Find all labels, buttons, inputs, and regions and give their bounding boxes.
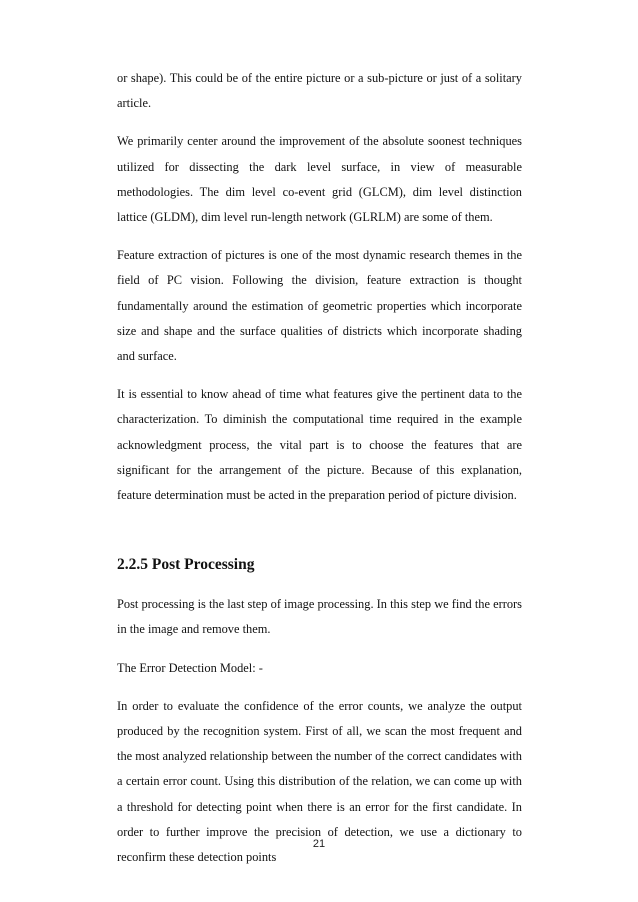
paragraph-post-processing-intro: Post processing is the last step of image processing. In this step we find the errors in the image and remove them. (117, 597, 522, 637)
paragraph-error-detection-label: The Error Detection Model: - (117, 660, 263, 675)
paragraph-shape-continuation: or shape). This could be of the entire picture or a sub-picture or just of a solitary article. (117, 71, 522, 111)
paragraph-error-detection-model: In order to evaluate the confidence of the error counts, we analyze the output produced by the recognition system. First of all, we scan the most frequent and the most analyzed relationship between the number of the correct candidates with a certain error count. Using this distribution of the relation, we can come up with a threshold for detecting point when there is an error for the first candidate. In order to further improve the precision of detection, we use a dictionary to reconfirm these detection points (117, 698, 522, 865)
paragraph-feature-selection: It is essential to know ahead of time what features give the pertinent data to the characterization. To diminish the computational time required in the example acknowledgment process, the vital part is to choose the features that are significant for the arrangement of the picture. Because of this explanation, feature determination must be acted in the preparation period of picture division. (117, 387, 522, 503)
page-number: 21 (312, 838, 326, 850)
paragraph-texture-techniques: We primarily center around the improvement of the absolute soonest techniques utilized for dissecting the dark level surface, in view of measurable methodologies. The dim level co-event grid (GLCM), dim level distinction lattice (GLDM), dim level run-length network (GLRLM) are some of them. (117, 134, 522, 225)
paragraph-feature-extraction: Feature extraction of pictures is one of the most dynamic research themes in the field of PC vision. Following the division, feature extraction is thought fundamentally around the estimation of geometric properties which incorporate size and shape and the surface qualities of districts which incorporate shading and surface. (117, 248, 522, 364)
page-body (117, 66, 522, 883)
section-heading: 2.2.5 Post Processing (117, 556, 255, 574)
